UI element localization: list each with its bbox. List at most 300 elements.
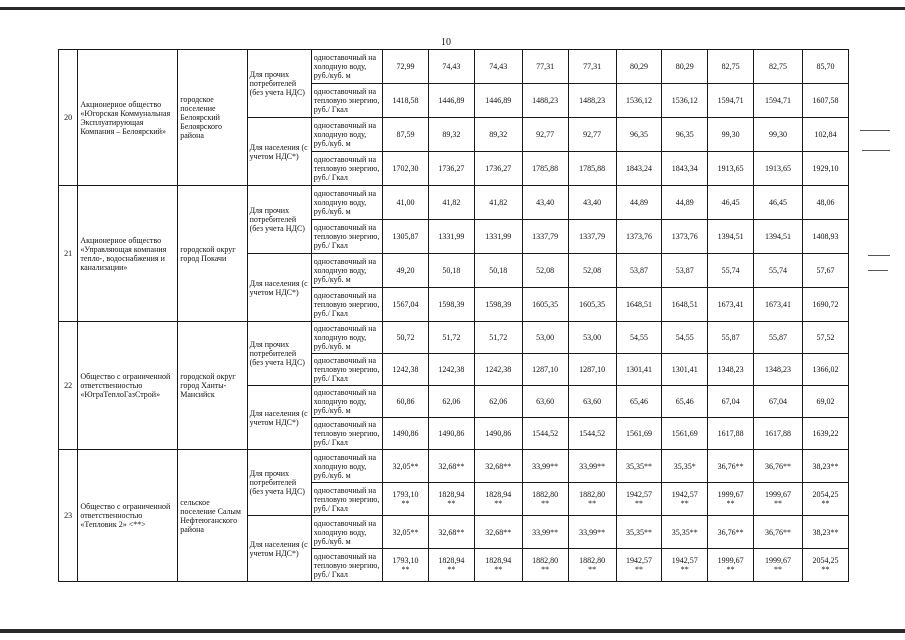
tariff-value [474, 516, 522, 549]
tariff-value [754, 516, 803, 549]
tariff-value-text: 1490,86 [438, 429, 465, 438]
tariff-value-text: 1598,39 [485, 300, 512, 309]
tariff-value-text: 1942,57 ** [671, 556, 698, 574]
tariff-value-text: 1337,79 [532, 232, 559, 241]
tariff-value-text: 1536,12 [625, 96, 652, 105]
tariff-value-text: 35,35* [673, 461, 696, 471]
tariff-value [708, 386, 754, 418]
tariff-value [754, 354, 803, 386]
tariff-value-text: 1607,58 [812, 96, 839, 105]
tariff-value [803, 450, 849, 483]
tariff-value-text: 55,87 [769, 333, 788, 342]
tariff-value [754, 288, 803, 322]
tariff-value-text: 32,05** [392, 527, 419, 537]
table-row [59, 322, 849, 354]
tariff-value-text: 1929,10 [812, 164, 839, 173]
tariff-value-text: 96,35 [675, 130, 694, 139]
tariff-type: одноставочный на тепловую энергию, руб./ Гкал [311, 288, 382, 322]
tariff-value [803, 50, 849, 84]
tariff-value [522, 50, 568, 84]
tariff-value [383, 84, 429, 118]
tariff-value-text: 44,89 [629, 198, 648, 207]
tariff-value [428, 84, 474, 118]
tariff-value [708, 220, 754, 254]
tariff-value [662, 84, 708, 118]
tariff-value-text: 1999,67 ** [717, 556, 744, 574]
tariff-value-text: 1673,41 [717, 300, 744, 309]
tariff-value [522, 386, 568, 418]
tariff-value-text: 1567,04 [392, 300, 419, 309]
tariff-type: одноставочный на тепловую энергию, руб./ Гкал [311, 152, 382, 186]
tariff-value-text: 1882,80 ** [532, 556, 559, 574]
consumer-category: Для населения (с учетом НДС*) [247, 118, 311, 186]
tariff-value [568, 220, 616, 254]
tariff-value-text: 1373,76 [625, 232, 652, 241]
tariff-value-text: 52,08 [536, 266, 555, 275]
tariff-value [662, 220, 708, 254]
tariff-value [568, 288, 616, 322]
tariff-value-text: 1488,23 [532, 96, 559, 105]
tariff-value [522, 288, 568, 322]
tariff-value-text: 52,08 [583, 266, 602, 275]
tariff-value [708, 322, 754, 354]
tariff-value [803, 84, 849, 118]
tariff-value-text: 36,76** [717, 461, 744, 471]
tariff-value [383, 549, 429, 582]
tariff-value-text: 102,84 [814, 130, 837, 139]
tariff-value [522, 152, 568, 186]
tariff-value [474, 220, 522, 254]
tariff-value [428, 322, 474, 354]
tariff-value [616, 450, 662, 483]
tariff-value-text: 1702,30 [392, 164, 419, 173]
tariff-value [383, 516, 429, 549]
tariff-value-text: 1490,86 [485, 429, 512, 438]
tariff-value-text: 80,29 [675, 62, 694, 71]
tariff-value [662, 516, 708, 549]
tariff-value-text: 82,75 [769, 62, 788, 71]
tariff-value [428, 483, 474, 516]
tariff-value [428, 288, 474, 322]
tariff-value-text: 1544,52 [532, 429, 559, 438]
tariff-value-text: 62,06 [489, 397, 508, 406]
tariff-value-text: 55,74 [769, 266, 788, 275]
tariff-value-text: 74,43 [489, 62, 508, 71]
tariff-value [662, 549, 708, 582]
tariff-value [754, 254, 803, 288]
tariff-value [616, 50, 662, 84]
tariff-type: одноставочный на холодную воду, руб./куб. м [311, 118, 382, 152]
tariff-value-text: 1594,71 [717, 96, 744, 105]
tariff-type: одноставочный на холодную воду, руб./куб. м [311, 254, 382, 288]
tariff-value-text: 1999,67 ** [717, 490, 744, 508]
tariff-type: одноставочный на тепловую энергию, руб./ Гкал [311, 354, 382, 386]
tariff-value-text: 1736,27 [485, 164, 512, 173]
tariff-value [522, 516, 568, 549]
tariff-value [708, 516, 754, 549]
tariff-value [616, 549, 662, 582]
tariff-value [474, 549, 522, 582]
tariff-value [383, 483, 429, 516]
tariff-value-text: 1828,94 ** [485, 490, 512, 508]
tariff-value [568, 152, 616, 186]
tariff-value [474, 386, 522, 418]
tariff-value-text: 53,87 [675, 266, 694, 275]
tariff-value [568, 118, 616, 152]
tariff-value-text: 57,52 [816, 333, 835, 342]
tariff-value-text: 41,00 [396, 198, 415, 207]
tariff-value-text: 85,70 [816, 62, 835, 71]
tariff-value [803, 118, 849, 152]
tariff-value [616, 386, 662, 418]
tariff-value [708, 254, 754, 288]
tariff-value-text: 1418,58 [392, 96, 419, 105]
tariff-value [754, 418, 803, 450]
tariff-value [522, 483, 568, 516]
tariff-value [522, 418, 568, 450]
tariff-value [662, 118, 708, 152]
table-row [59, 186, 849, 220]
tariff-value-text: 1736,27 [438, 164, 465, 173]
tariff-value [662, 186, 708, 220]
tariff-value-text: 54,55 [629, 333, 648, 342]
tariff-value [474, 450, 522, 483]
tariff-value-text: 44,89 [675, 198, 694, 207]
bottom-rule [0, 629, 905, 633]
tariff-value [803, 418, 849, 450]
tariff-value [754, 483, 803, 516]
tariff-value [616, 354, 662, 386]
tariff-value-text: 77,31 [583, 62, 602, 71]
tariff-value-text: 49,20 [396, 266, 415, 275]
tariff-value [754, 549, 803, 582]
tariff-value [522, 254, 568, 288]
tariff-value-text: 1942,57 ** [625, 490, 652, 508]
tariff-type: одноставочный на тепловую энергию, руб./ Гкал [311, 549, 382, 582]
tariff-value [474, 254, 522, 288]
tariff-value-text: 51,72 [442, 333, 461, 342]
tariff-value [428, 254, 474, 288]
tariff-value [383, 418, 429, 450]
tariff-value-text: 38,23** [812, 527, 839, 537]
tariff-value-text: 1648,51 [671, 300, 698, 309]
tariff-value [383, 386, 429, 418]
consumer-category: Для прочих потребителей (без учета НДС) [247, 50, 311, 118]
tariff-value [522, 549, 568, 582]
tariff-value [474, 152, 522, 186]
tariff-value-text: 35,35** [671, 527, 698, 537]
tariff-value [708, 152, 754, 186]
tariff-value-text: 32,68** [438, 527, 465, 537]
tariff-value-text: 1843,24 [625, 164, 652, 173]
tariff-value-text: 77,31 [536, 62, 555, 71]
tariff-value-text: 1793,10 ** [392, 490, 419, 508]
organization-name: Общество с ограниченной ответственностью «ЮграТеплоГазСтрой» [78, 322, 178, 450]
consumer-category: Для населения (с учетом НДС*) [247, 254, 311, 322]
tariff-value [616, 254, 662, 288]
tariff-value-text: 33,99** [579, 527, 606, 537]
tariff-value-text: 1242,38 [485, 365, 512, 374]
tariff-value-text: 1828,94 ** [438, 490, 465, 508]
tariff-value-text: 1287,10 [579, 365, 606, 374]
tariff-value-text: 1617,88 [717, 429, 744, 438]
tariff-value-text: 1882,80 ** [579, 556, 606, 574]
tariff-value [474, 483, 522, 516]
tariff-value-text: 67,04 [721, 397, 740, 406]
tariff-value-text: 1828,94 ** [438, 556, 465, 574]
tariff-value [568, 254, 616, 288]
municipality-name: городской округ город Покачи [178, 186, 247, 322]
tariff-type: одноставочный на холодную воду, руб./куб. м [311, 50, 382, 84]
tariff-value [662, 354, 708, 386]
tariff-value-text: 62,06 [442, 397, 461, 406]
tariff-value-text: 32,05** [392, 461, 419, 471]
tariff-type: одноставочный на холодную воду, руб./куб. м [311, 386, 382, 418]
tariff-value [616, 118, 662, 152]
tariff-value [616, 516, 662, 549]
tariff-value [383, 152, 429, 186]
tariff-value-text: 1639,22 [812, 429, 839, 438]
tariff-value [708, 418, 754, 450]
tariff-value [568, 354, 616, 386]
tariff-value [616, 322, 662, 354]
tariff-value-text: 63,60 [536, 397, 555, 406]
page-number: 10 [441, 37, 451, 48]
tariff-value-text: 1785,88 [579, 164, 606, 173]
tariff-value [474, 322, 522, 354]
tariff-value-text: 87,59 [396, 130, 415, 139]
tariff-value-text: 43,40 [536, 198, 555, 207]
tariff-type: одноставочный на холодную воду, руб./куб. м [311, 186, 382, 220]
organization-name: Акционерное общество «Югорская Коммунальная Эксплуатирующая Компания – Белоярский» [78, 50, 178, 186]
tariff-value-text: 1348,23 [765, 365, 792, 374]
consumer-category: Для прочих потребителей (без учета НДС) [247, 322, 311, 386]
tariff-type: одноставочный на тепловую энергию, руб./ Гкал [311, 84, 382, 118]
tariff-value [428, 354, 474, 386]
tariff-value [803, 322, 849, 354]
tariff-value-text: 35,35** [625, 527, 652, 537]
tariff-value [708, 186, 754, 220]
tariff-value-text: 50,18 [489, 266, 508, 275]
tariff-value [662, 418, 708, 450]
tariff-value [522, 450, 568, 483]
organization-name: Акционерное общество «Управляющая компания тепло-, водоснабжения и канализации» [78, 186, 178, 322]
organization-name: Общество с ограниченной ответственностью «Тепловик 2» <**> [78, 450, 178, 582]
tariff-value [522, 84, 568, 118]
tariff-value [616, 288, 662, 322]
tariff-value-text: 33,99** [532, 527, 559, 537]
tariff-value-text: 54,55 [675, 333, 694, 342]
tariff-value-text: 1301,41 [671, 365, 698, 374]
tariff-value [568, 322, 616, 354]
tariff-value-text: 50,72 [396, 333, 415, 342]
municipality-name: городской округ город Ханты-Мансийск [178, 322, 247, 450]
tariff-value-text: 1828,94 ** [485, 556, 512, 574]
tariff-value-text: 55,74 [721, 266, 740, 275]
tariff-value-text: 1561,69 [625, 429, 652, 438]
tariff-value [662, 50, 708, 84]
tariff-value-text: 41,82 [489, 198, 508, 207]
tariff-value-text: 33,99** [532, 461, 559, 471]
tariff-value-text: 1408,93 [812, 232, 839, 241]
tariff-type: одноставочный на тепловую энергию, руб./ Гкал [311, 220, 382, 254]
municipality-name: сельское поселение Салым Нефтеюганского района [178, 450, 247, 582]
tariff-value-text: 55,87 [721, 333, 740, 342]
tariff-value [662, 450, 708, 483]
margin-mark [860, 130, 890, 131]
tariff-value-text: 89,32 [442, 130, 461, 139]
tariff-value [428, 549, 474, 582]
tariff-value [708, 450, 754, 483]
tariff-type: одноставочный на холодную воду, руб./куб. м [311, 450, 382, 483]
tariff-value-text: 1598,39 [438, 300, 465, 309]
tariff-value-text: 2054,25 ** [812, 556, 839, 574]
tariff-value-text: 1536,12 [671, 96, 698, 105]
tariff-value-text: 32,68** [485, 461, 512, 471]
tariff-value-text: 51,72 [489, 333, 508, 342]
tariff-value-text: 1648,51 [625, 300, 652, 309]
tariff-type: одноставочный на холодную воду, руб./куб. м [311, 516, 382, 549]
tariff-value [474, 418, 522, 450]
tariff-value-text: 53,00 [536, 333, 555, 342]
tariff-value [428, 220, 474, 254]
tariff-value [568, 516, 616, 549]
tariff-value [662, 483, 708, 516]
tariff-value-text: 1882,80 ** [532, 490, 559, 508]
tariff-value [754, 450, 803, 483]
tariff-value [616, 186, 662, 220]
tariff-value [568, 450, 616, 483]
tariff-value [568, 386, 616, 418]
tariff-value-text: 1785,88 [532, 164, 559, 173]
tariff-value-text: 92,77 [536, 130, 555, 139]
tariff-value-text: 1446,89 [438, 96, 465, 105]
tariff-value-text: 41,82 [442, 198, 461, 207]
tariff-value-text: 1617,88 [765, 429, 792, 438]
consumer-category: Для прочих потребителей (без учета НДС) [247, 186, 311, 254]
tariff-value [754, 220, 803, 254]
tariff-value [803, 354, 849, 386]
tariff-value [428, 50, 474, 84]
tariff-value [522, 186, 568, 220]
tariff-value [803, 254, 849, 288]
tariff-value-text: 1673,41 [765, 300, 792, 309]
row-number: 23 [59, 450, 78, 582]
tariff-value [662, 254, 708, 288]
tariff-value [616, 84, 662, 118]
tariff-value [383, 288, 429, 322]
tariff-value-text: 1446,89 [485, 96, 512, 105]
tariff-value-text: 1913,65 [765, 164, 792, 173]
tariff-value [383, 220, 429, 254]
tariff-value-text: 96,35 [629, 130, 648, 139]
margin-mark [862, 150, 890, 151]
tariff-value [616, 483, 662, 516]
tariff-value [383, 322, 429, 354]
tariff-value-text: 89,32 [489, 130, 508, 139]
tariff-type: одноставочный на холодную воду, руб./куб. м [311, 322, 382, 354]
tariff-value [568, 186, 616, 220]
tariff-value-text: 69,02 [816, 397, 835, 406]
tariff-value [474, 118, 522, 152]
top-rule [0, 7, 905, 10]
tariff-value-text: 1305,87 [392, 232, 419, 241]
tariff-value-text: 1942,57 ** [671, 490, 698, 508]
tariff-value [383, 118, 429, 152]
consumer-category: Для населения (с учетом НДС*) [247, 516, 311, 582]
tariff-type: одноставочный на тепловую энергию, руб./ Гкал [311, 483, 382, 516]
tariff-value [803, 288, 849, 322]
tariff-value-text: 1793,10 ** [392, 556, 419, 574]
tariff-value [662, 152, 708, 186]
tariff-value-text: 1690,72 [812, 300, 839, 309]
tariff-value-text: 43,40 [583, 198, 602, 207]
tariff-value-text: 50,18 [442, 266, 461, 275]
tariff-value-text: 65,46 [629, 397, 648, 406]
tariff-value [522, 220, 568, 254]
tariff-value [568, 549, 616, 582]
tariff-value-text: 99,30 [769, 130, 788, 139]
tariff-value [568, 483, 616, 516]
tariff-value [474, 50, 522, 84]
tariff-value [803, 186, 849, 220]
tariff-value [474, 288, 522, 322]
tariff-value-text: 80,29 [629, 62, 648, 71]
tariff-value [708, 549, 754, 582]
tariff-value-text: 36,76** [765, 461, 792, 471]
tariff-value [428, 450, 474, 483]
tariff-value [754, 152, 803, 186]
tariff-value [568, 50, 616, 84]
tariff-value [428, 118, 474, 152]
tariff-value [708, 288, 754, 322]
tariff-value-text: 35,35** [625, 461, 652, 471]
tariff-value-text: 92,77 [583, 130, 602, 139]
tariff-value [522, 322, 568, 354]
tariff-value [754, 386, 803, 418]
tariff-value-text: 60,86 [396, 397, 415, 406]
tariff-value [754, 322, 803, 354]
table-row [59, 50, 849, 84]
tariff-value [754, 50, 803, 84]
tariff-value [616, 418, 662, 450]
tariff-value-text: 1242,38 [438, 365, 465, 374]
tariff-value-text: 48,06 [816, 198, 835, 207]
tariff-value-text: 1843,34 [671, 164, 698, 173]
tariff-value [803, 152, 849, 186]
tariff-value-text: 1999,67 ** [765, 556, 792, 574]
tariff-value [708, 50, 754, 84]
tariff-value-text: 1594,71 [765, 96, 792, 105]
tariff-value-text: 33,99** [579, 461, 606, 471]
tariff-value-text: 38,23** [812, 461, 839, 471]
row-number: 20 [59, 50, 78, 186]
tariff-value [754, 84, 803, 118]
tariff-value-text: 72,99 [396, 62, 415, 71]
margin-mark [868, 255, 890, 256]
tariff-value [754, 186, 803, 220]
table-row [59, 450, 849, 483]
tariff-value-text: 1373,76 [671, 232, 698, 241]
tariff-value [754, 118, 803, 152]
tariff-value-text: 1605,35 [532, 300, 559, 309]
tariff-value-text: 1490,86 [392, 429, 419, 438]
tariff-value [383, 354, 429, 386]
tariff-value [383, 450, 429, 483]
tariff-value-text: 1882,80 ** [579, 490, 606, 508]
consumer-category: Для населения (с учетом НДС*) [247, 386, 311, 450]
tariff-value [708, 118, 754, 152]
